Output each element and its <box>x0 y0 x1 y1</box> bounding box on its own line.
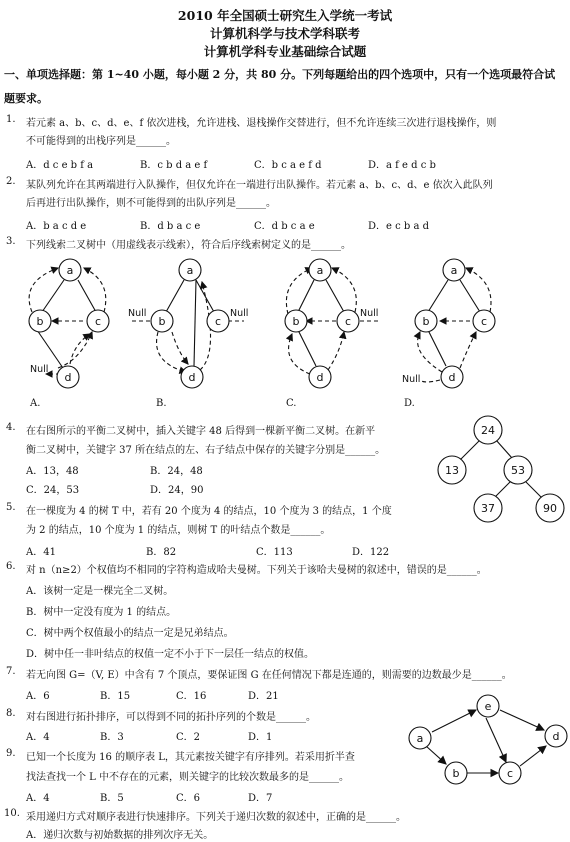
option-c: C．16 <box>176 691 207 702</box>
section-heading: 一、单项选择题：第 1~40 小题，每小题 2 分，共 80 分。下列每题给出的四个选项中，只有一个选项最符合试 <box>4 68 556 81</box>
question-stem: 已知一个长度为 16 的顺序表 L，其元素按关键字有序排列。若采用折半查 <box>26 752 355 763</box>
option-b: B．15 <box>100 691 131 702</box>
node-label: 37 <box>481 502 495 515</box>
question-stem: 若元素 a、b、c、d、e、f 依次进栈，允许进栈、退栈操作交替进行，但不允许连续三次进行退栈操作，则 <box>26 118 497 129</box>
option-d: D．7 <box>248 793 273 804</box>
node-label: a <box>316 264 324 277</box>
node-label: 90 <box>543 502 557 515</box>
option-d: D．24，90 <box>150 485 204 496</box>
option-c: C．113 <box>256 547 293 558</box>
null-label: Null <box>360 308 379 319</box>
tree-b <box>132 259 244 388</box>
question-number: 6. <box>6 561 16 572</box>
null-label: Null <box>30 364 49 375</box>
option-a: A．41 <box>26 547 56 558</box>
option-d: D．1 <box>248 732 273 743</box>
option-d: D．树中任一非叶结点的权值一定不小于下一层任一结点的权值。 <box>26 649 315 660</box>
node-label: a <box>66 264 74 277</box>
question-number: 3. <box>6 236 16 247</box>
question-number: 8. <box>6 708 16 719</box>
node-label: 24 <box>481 424 495 437</box>
threaded-binary-trees-figure <box>0 252 570 402</box>
option-b: B．5 <box>100 793 124 804</box>
option-c: C．6 <box>176 793 201 804</box>
option-c: C．b c a e f d <box>254 160 322 171</box>
exam-title: 2010 年全国硕士研究生入学统一考试 <box>177 8 393 23</box>
exam-subtitle: 计算机科学与技术学科联考 <box>209 26 360 41</box>
question-number: 4. <box>6 422 16 433</box>
question-stem: 某队列允许在其两端进行入队操作，但仅允许在一端进行出队操作。若元素 a、b、c、d、e 依次入此队列 <box>26 180 493 191</box>
option-b: B．3 <box>100 732 124 743</box>
option-d: D. <box>404 398 415 409</box>
section-heading-cont: 题要求。 <box>4 92 48 105</box>
question-stem: 在右图所示的平衡二叉树中，插入关键字 48 后得到一棵新平衡二叉树。在新平 <box>26 426 376 437</box>
question-stem: 下列线索二叉树中（用虚线表示线索），符合后序线索树定义的是______。 <box>26 240 351 251</box>
option-b: B．c b d a e f <box>140 160 208 171</box>
question-number: 9. <box>6 748 16 759</box>
node-label: d <box>188 371 196 384</box>
question-stem: 若无向图 G=（V, E）中含有 7 个顶点，要保证图 G 在任何情况下都是连通的，则需要的边数最少是______。 <box>26 670 512 681</box>
node-label: b <box>158 315 166 328</box>
option-a: A．6 <box>26 691 50 702</box>
node-label: a <box>450 264 458 277</box>
node-label: d <box>552 730 560 743</box>
option-d: D．e c b a d <box>368 221 430 232</box>
node-label: d <box>316 371 324 384</box>
node-label: 13 <box>445 464 459 477</box>
exam-paper-name: 计算机学科专业基础综合试题 <box>203 44 367 59</box>
node-label: 53 <box>511 464 525 477</box>
option-a: A．4 <box>26 793 50 804</box>
directed-graph-figure <box>398 690 568 790</box>
option-d: D．21 <box>248 691 279 702</box>
option-a: A．4 <box>26 732 50 743</box>
option-a: A．b a c d e <box>26 221 87 232</box>
option-c: C. <box>286 398 297 409</box>
question-stem: 为 2 的结点，10 个度为 1 的结点，则树 T 的叶结点个数是______。 <box>26 525 331 536</box>
option-b: B．d b a c e <box>140 221 201 232</box>
question-number: 7. <box>6 666 16 677</box>
question-stem: 衡二叉树中，关键字 37 所在结点的左、右子结点中保存的关键字分别是______。 <box>26 445 386 456</box>
question-number: 5. <box>6 502 16 513</box>
option-c: C．树中两个权值最小的结点一定是兄弟结点。 <box>26 628 234 639</box>
question-stem: 对 n（n≥2）个权值均不相同的字符构造成哈夫曼树。下列关于该哈夫曼树的叙述中，错误的是______。 <box>26 565 487 576</box>
option-a: A．该树一定是一棵完全二叉树。 <box>26 586 174 597</box>
null-label: Null <box>230 308 249 319</box>
option-a: A．d c e b f a <box>26 160 94 171</box>
question-stem: 在一棵度为 4 的树 T 中，若有 20 个度为 4 的结点，10 个度为 3 的结点，1 个度 <box>26 506 392 517</box>
node-label: b <box>36 315 44 328</box>
node-label: c <box>94 315 102 328</box>
option-d: D．a f e d c b <box>368 160 436 171</box>
node-label: e <box>484 700 492 713</box>
option-b: B．82 <box>146 547 177 558</box>
question-number: 1. <box>6 114 16 125</box>
question-stem: 不可能得到的出栈序列是______。 <box>26 136 176 147</box>
question-stem: 找法查找一个 L 中不存在的元素，则关键字的比较次数最多的是______。 <box>26 772 349 783</box>
option-d: D．122 <box>352 547 390 558</box>
node-label: b <box>292 315 300 328</box>
node-label: d <box>64 371 72 384</box>
node-label: c <box>214 315 222 328</box>
node-label: c <box>344 315 352 328</box>
option-a: A. <box>30 398 41 409</box>
node-label: d <box>448 371 456 384</box>
option-b: B．树中一定没有度为 1 的结点。 <box>26 607 177 618</box>
option-a: A．递归次数与初始数据的排列次序无关。 <box>26 830 214 841</box>
null-label: Null <box>402 374 421 385</box>
question-number: 2. <box>6 176 16 187</box>
node-label: c <box>480 315 488 328</box>
node-label: a <box>186 264 194 277</box>
option-b: B. <box>156 398 167 409</box>
question-stem: 对右图进行拓扑排序，可以得到不同的拓扑序列的个数是______。 <box>26 712 316 723</box>
avl-tree-figure <box>428 414 568 524</box>
node-label: c <box>506 767 514 780</box>
null-label: Null <box>128 308 147 319</box>
question-number: 10. <box>4 808 20 819</box>
question-stem: 后再进行出队操作，则不可能得到的出队序列是______。 <box>26 198 276 209</box>
node-label: b <box>422 315 430 328</box>
option-b: B．24，48 <box>150 466 203 477</box>
question-stem: 采用递归方式对顺序表进行快速排序。下列关于递归次数的叙述中，正确的是______。 <box>26 812 406 823</box>
option-c: C．2 <box>176 732 201 743</box>
node-label: a <box>416 732 424 745</box>
node-label: b <box>452 767 460 780</box>
option-c: C．d b c a e <box>254 221 315 232</box>
option-a: A．13，48 <box>26 466 79 477</box>
option-c: C．24，53 <box>26 485 80 496</box>
